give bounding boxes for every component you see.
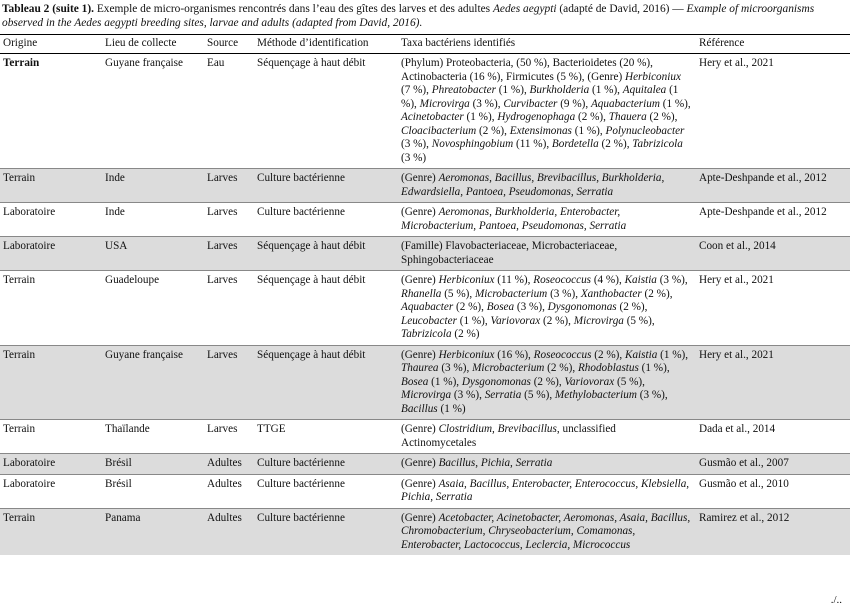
caption-text-en: Example of microorganisms observed in the Aedes aegypti breeding sites, larvae and adults (adapted from David, 2016).: [2, 3, 815, 29]
cell-taxa: (Genre) Aeromonas, Bacillus, Brevibacillus, Burkholderia, Edwardsiella, Pantoea, Pseudomonas, Serratia: [398, 169, 696, 203]
cell-reference: Coon et al., 2014: [696, 237, 850, 271]
cell-origine: Laboratoire: [0, 237, 102, 271]
cell-origine: Terrain: [0, 169, 102, 203]
table-caption: [2, 2, 846, 30]
table-row: [0, 420, 850, 454]
cell-lieu: Inde: [102, 169, 204, 203]
cell-lieu: Inde: [102, 203, 204, 237]
cell-origine: Terrain: [0, 345, 102, 420]
cell-origine: Laboratoire: [0, 203, 102, 237]
microorganisms-table: [0, 34, 850, 555]
table-row: [0, 271, 850, 346]
cell-source: Larves: [204, 420, 254, 454]
cell-lieu: Brésil: [102, 474, 204, 508]
cell-methode: Culture bactérienne: [254, 454, 398, 475]
cell-lieu: USA: [102, 237, 204, 271]
cell-source: Adultes: [204, 508, 254, 555]
cell-methode: Séquençage à haut débit: [254, 345, 398, 420]
cell-taxa: (Genre) Herbiconiux (16 %), Roseococcus (2 %), Kaistia (1 %), Thaurea (3 %), Microbacterium (2 %), Rhodoblastus (1 %), Bosea (1 %), Dysgonomonas (2 %), Variovorax (5 %), Microvirga (3 %), Serratia (5 %), Methylobacterium (3 %), Bacillus (1 %): [398, 345, 696, 420]
cell-methode: Culture bactérienne: [254, 508, 398, 555]
caption-species: Aedes aegypti: [492, 3, 557, 15]
cell-source: Eau: [207, 57, 225, 69]
cell-taxa: (Phylum) Proteobacteria, (50 %), Bacterioidetes (20 %), Actinobacteria (16 %), Firmicutes (5 %), (Genre) Herbiconiux (7 %), Phreatobacter (1 %), Burkholderia (1 %), Aquitalea (1 %), Microvirga (3 %), Curvibacter (9 %), Aquabacterium (1 %), Acinetobacter (1 %), Hydrogenophaga (2 %), Thauera (2 %), Cloacibacterium (2 %), Extensimonas (1 %), Polynucleobacter (3 %), Novosphingobium (11 %), Bordetella (2 %), Tabrizicola (3 %): [401, 57, 691, 164]
cell-origine: Terrain: [0, 271, 102, 346]
table-row: [0, 54, 850, 169]
cell-taxa: (Famille) Flavobacteriaceae, Microbacteriaceae, Sphingobacteriaceae: [398, 237, 696, 271]
table-row: [0, 474, 850, 508]
table-row: [0, 237, 850, 271]
cell-reference: Gusmão et al., 2010: [696, 474, 850, 508]
cell-taxa: (Genre) Herbiconiux (11 %), Roseococcus (4 %), Kaistia (3 %), Rhanella (5 %), Microbacterium (3 %), Xanthobacter (2 %), Aquabacter (2 %), Bosea (3 %), Dysgonomonas (2 %), Leucobacter (1 %), Variovorax (2 %), Microvirga (5 %), Tabrizicola (2 %): [398, 271, 696, 346]
cell-methode: Séquençage à haut débit: [257, 57, 366, 69]
caption-text-fr: Exemple de micro-organismes rencontrés dans l’eau des gîtes des larves et des adultes: [93, 3, 493, 15]
cell-lieu: Guyane française: [102, 345, 204, 420]
cell-taxa: (Genre) Aeromonas, Burkholderia, Enterobacter, Microbacterium, Pantoea, Pseudomonas, Serratia: [398, 203, 696, 237]
cell-lieu: Guyane française: [105, 57, 183, 69]
cell-methode: Séquençage à haut débit: [254, 271, 398, 346]
cell-taxa: (Genre) Asaia, Bacillus, Enterobacter, Enterococcus, Klebsiella, Pichia, Serratia: [398, 474, 696, 508]
cell-methode: TTGE: [254, 420, 398, 454]
cell-origine: Terrain: [0, 508, 102, 555]
table-body: [0, 54, 850, 556]
cell-origine: Terrain: [3, 57, 40, 69]
header-origine: Origine: [0, 35, 102, 54]
cell-origine: Laboratoire: [0, 454, 102, 475]
caption-text-fr-2: (adapté de David, 2016) —: [556, 3, 687, 15]
cell-methode: Culture bactérienne: [254, 203, 398, 237]
header-taxa: Taxa bactériens identifiés: [398, 35, 696, 54]
cell-methode: Culture bactérienne: [254, 169, 398, 203]
cell-lieu: Brésil: [102, 454, 204, 475]
cell-source: Larves: [204, 203, 254, 237]
continuation-mark: ./..: [830, 594, 842, 606]
cell-methode: Culture bactérienne: [254, 474, 398, 508]
header-lieu-de-collecte: Lieu de collecte: [102, 35, 204, 54]
cell-taxa: (Genre) Clostridium, Brevibacillus, unclassified Actinomycetales: [398, 420, 696, 454]
cell-origine: Terrain: [0, 420, 102, 454]
cell-lieu: Guadeloupe: [102, 271, 204, 346]
cell-source: Larves: [204, 169, 254, 203]
cell-methode: Séquençage à haut débit: [254, 237, 398, 271]
cell-reference: Hery et al., 2021: [699, 57, 774, 69]
table-header-row: [0, 35, 850, 54]
cell-lieu: Thaïlande: [102, 420, 204, 454]
cell-taxa: (Genre) Acetobacter, Acinetobacter, Aeromonas, Asaia, Bacillus, Chromobacterium, Chryseobacterium, Comamonas, Enterobacter, Lactococcus, Leclercia, Micrococcus: [398, 508, 696, 555]
table-row: [0, 203, 850, 237]
header-source: Source: [204, 35, 254, 54]
table-row: [0, 508, 850, 555]
cell-reference: Gusmão et al., 2007: [696, 454, 850, 475]
cell-origine: Laboratoire: [0, 474, 102, 508]
cell-reference: Hery et al., 2021: [696, 271, 850, 346]
cell-reference: Ramirez et al., 2012: [696, 508, 850, 555]
cell-reference: Hery et al., 2021: [696, 345, 850, 420]
cell-reference: Dada et al., 2014: [696, 420, 850, 454]
cell-source: Adultes: [204, 474, 254, 508]
cell-lieu: Panama: [102, 508, 204, 555]
table-row: [0, 169, 850, 203]
table-row: [0, 454, 850, 475]
cell-source: Larves: [204, 237, 254, 271]
table-row: [0, 345, 850, 420]
cell-source: Adultes: [204, 454, 254, 475]
cell-reference: Apte-Deshpande et al., 2012: [696, 169, 850, 203]
header-methode: Méthode d’identification: [254, 35, 398, 54]
caption-label: Tableau 2 (suite 1).: [2, 3, 94, 15]
cell-source: Larves: [204, 345, 254, 420]
header-reference: Référence: [696, 35, 850, 54]
cell-taxa: (Genre) Bacillus, Pichia, Serratia: [398, 454, 696, 475]
cell-reference: Apte-Deshpande et al., 2012: [696, 203, 850, 237]
cell-source: Larves: [204, 271, 254, 346]
